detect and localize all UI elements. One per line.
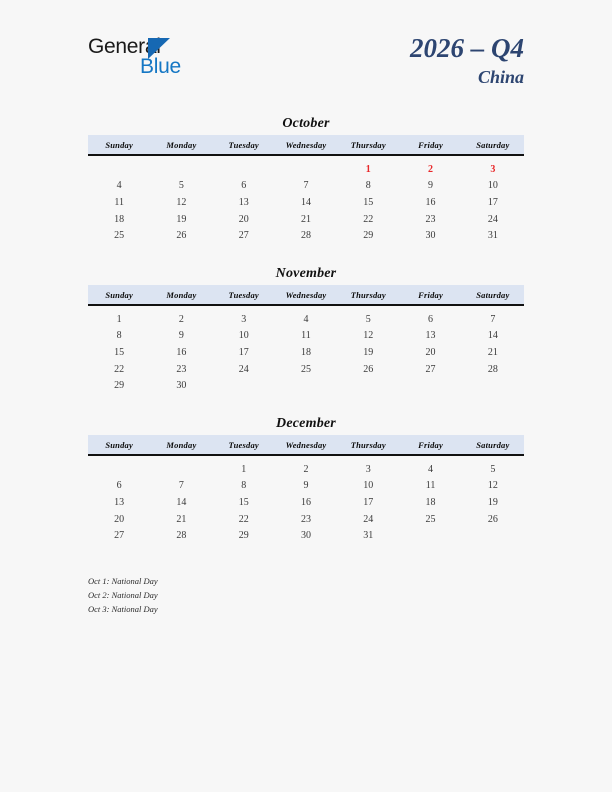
weekday-header-tuesday: Tuesday bbox=[213, 285, 275, 305]
month-section-november bbox=[88, 263, 524, 394]
day-cell[interactable]: 11 bbox=[425, 480, 436, 492]
day-cell[interactable]: 24 bbox=[487, 213, 498, 225]
day-cell-empty bbox=[462, 377, 524, 394]
day-cell[interactable]: 30 bbox=[176, 380, 187, 392]
month-title-december: December bbox=[276, 416, 336, 431]
week-row bbox=[88, 494, 524, 511]
month-title-november: November bbox=[275, 266, 337, 281]
day-cell[interactable]: 21 bbox=[300, 213, 311, 225]
day-cell[interactable]: 5 bbox=[365, 313, 371, 325]
day-cell[interactable]: 31 bbox=[487, 230, 498, 242]
day-cell[interactable]: 27 bbox=[114, 530, 125, 542]
day-cell[interactable]: 29 bbox=[363, 230, 374, 242]
day-cell[interactable]: 15 bbox=[238, 496, 249, 508]
brand-logo-general-text: General bbox=[88, 35, 161, 58]
day-cell[interactable]: 6 bbox=[241, 180, 247, 192]
weekday-header-tuesday: Tuesday bbox=[213, 135, 275, 155]
day-cell[interactable]: 14 bbox=[176, 496, 187, 508]
day-cell[interactable]: 25 bbox=[114, 230, 125, 242]
day-cell[interactable]: 6 bbox=[116, 480, 122, 492]
day-cell[interactable]: 6 bbox=[428, 313, 434, 325]
day-cell-empty bbox=[275, 155, 337, 178]
day-cell[interactable]: 14 bbox=[300, 196, 311, 208]
day-cell[interactable]: 1 bbox=[116, 313, 122, 325]
week-row bbox=[88, 211, 524, 228]
day-cell[interactable]: 4 bbox=[428, 463, 434, 475]
day-cell[interactable]: 11 bbox=[114, 196, 124, 208]
day-cell[interactable]: 7 bbox=[178, 480, 184, 492]
day-cell[interactable]: 29 bbox=[114, 380, 125, 392]
day-cell[interactable]: 18 bbox=[300, 346, 311, 358]
day-cell[interactable]: 30 bbox=[425, 230, 436, 242]
day-cell[interactable]: 12 bbox=[363, 330, 374, 342]
day-cell[interactable]: 22 bbox=[114, 363, 125, 375]
title-block bbox=[410, 34, 524, 88]
day-cell[interactable]: 30 bbox=[300, 530, 311, 542]
day-cell[interactable]: 28 bbox=[487, 363, 498, 375]
week-row bbox=[88, 227, 524, 244]
week-row bbox=[88, 328, 524, 345]
weekday-header-monday: Monday bbox=[150, 435, 212, 455]
day-cell[interactable]: 16 bbox=[176, 346, 187, 358]
day-cell[interactable]: 13 bbox=[238, 196, 249, 208]
day-cell[interactable]: 12 bbox=[176, 196, 187, 208]
day-cell[interactable]: 16 bbox=[425, 196, 436, 208]
page-header bbox=[0, 0, 612, 110]
day-cell[interactable]: 21 bbox=[487, 346, 498, 358]
week-row bbox=[88, 194, 524, 211]
day-cell[interactable]: 15 bbox=[114, 346, 125, 358]
weekday-header-monday: Monday bbox=[150, 285, 212, 305]
week-row bbox=[88, 344, 524, 361]
day-cell[interactable]: 2 bbox=[303, 463, 309, 475]
day-cell[interactable]: 26 bbox=[487, 513, 498, 525]
day-cell-holiday[interactable]: 1 bbox=[365, 163, 371, 175]
week-row bbox=[88, 511, 524, 528]
day-cell[interactable]: 2 bbox=[178, 313, 184, 325]
day-cell[interactable]: 22 bbox=[238, 513, 249, 525]
week-row bbox=[88, 478, 524, 495]
calendar-table-october bbox=[88, 135, 524, 244]
day-cell[interactable]: 8 bbox=[116, 330, 122, 342]
day-cell[interactable]: 7 bbox=[490, 313, 496, 325]
day-cell-empty bbox=[275, 377, 337, 394]
day-cell[interactable]: 31 bbox=[363, 530, 374, 542]
day-cell[interactable]: 23 bbox=[176, 363, 187, 375]
day-cell-empty bbox=[150, 455, 212, 478]
calendar-table-december bbox=[88, 435, 524, 544]
day-cell[interactable]: 4 bbox=[116, 180, 122, 192]
week-row bbox=[88, 155, 524, 178]
day-cell[interactable]: 13 bbox=[425, 330, 436, 342]
day-cell[interactable]: 28 bbox=[176, 530, 187, 542]
day-cell[interactable]: 18 bbox=[114, 213, 125, 225]
day-cell[interactable]: 10 bbox=[363, 480, 374, 492]
weekday-header-row bbox=[88, 135, 524, 155]
month-title-october: October bbox=[282, 116, 330, 131]
weekday-header-sunday: Sunday bbox=[88, 135, 150, 155]
day-cell[interactable]: 29 bbox=[238, 530, 249, 542]
week-row bbox=[88, 361, 524, 378]
calendar-table-november bbox=[88, 285, 524, 394]
holiday-notes bbox=[88, 574, 388, 616]
day-cell[interactable]: 16 bbox=[300, 496, 311, 508]
weekday-header-thursday: Thursday bbox=[337, 435, 399, 455]
weekday-header-saturday: Saturday bbox=[462, 285, 524, 305]
weekday-header-tuesday: Tuesday bbox=[213, 435, 275, 455]
weekday-header-thursday: Thursday bbox=[337, 135, 399, 155]
day-cell[interactable]: 13 bbox=[114, 496, 125, 508]
day-cell[interactable]: 26 bbox=[176, 230, 187, 242]
brand-logo-blue-text: Blue bbox=[140, 55, 181, 78]
day-cell[interactable]: 14 bbox=[487, 330, 498, 342]
day-cell[interactable]: 25 bbox=[425, 513, 436, 525]
day-cell[interactable]: 19 bbox=[487, 496, 498, 508]
day-cell-empty bbox=[337, 377, 399, 394]
day-cell-empty bbox=[462, 527, 524, 544]
day-cell[interactable]: 19 bbox=[363, 346, 374, 358]
day-cell[interactable]: 17 bbox=[238, 346, 249, 358]
holiday-note-item: Oct 1: National Day bbox=[88, 576, 158, 586]
day-cell-empty bbox=[88, 455, 150, 478]
weekday-header-wednesday: Wednesday bbox=[275, 285, 337, 305]
day-cell[interactable]: 27 bbox=[425, 363, 436, 375]
day-cell[interactable]: 23 bbox=[425, 213, 436, 225]
day-cell[interactable]: 10 bbox=[238, 330, 249, 342]
day-cell[interactable]: 21 bbox=[176, 513, 187, 525]
day-cell[interactable]: 26 bbox=[363, 363, 374, 375]
day-cell[interactable]: 5 bbox=[490, 463, 496, 475]
weekday-header-friday: Friday bbox=[399, 285, 461, 305]
weekday-header-saturday: Saturday bbox=[462, 435, 524, 455]
weekday-header-row bbox=[88, 435, 524, 455]
day-cell[interactable]: 8 bbox=[241, 480, 247, 492]
weekday-header-sunday: Sunday bbox=[88, 435, 150, 455]
day-cell[interactable]: 22 bbox=[363, 213, 374, 225]
day-cell[interactable]: 12 bbox=[487, 480, 498, 492]
day-cell[interactable]: 20 bbox=[425, 346, 436, 358]
day-cell[interactable]: 20 bbox=[238, 213, 249, 225]
weekday-header-wednesday: Wednesday bbox=[275, 435, 337, 455]
day-cell-holiday[interactable]: 3 bbox=[490, 163, 496, 175]
day-cell[interactable]: 18 bbox=[425, 496, 436, 508]
day-cell[interactable]: 27 bbox=[238, 230, 249, 242]
country-label: China bbox=[477, 66, 524, 87]
holiday-note-item: Oct 2: National Day bbox=[88, 590, 158, 600]
day-cell[interactable]: 28 bbox=[300, 230, 311, 242]
day-cell[interactable]: 4 bbox=[303, 313, 309, 325]
day-cell-holiday[interactable]: 2 bbox=[428, 163, 434, 175]
day-cell[interactable]: 25 bbox=[300, 363, 311, 375]
week-row bbox=[88, 377, 524, 394]
page-title: 2026 – Q4 bbox=[410, 33, 524, 63]
day-cell-empty bbox=[399, 527, 461, 544]
day-cell[interactable]: 1 bbox=[241, 463, 247, 475]
weekday-header-monday: Monday bbox=[150, 135, 212, 155]
day-cell[interactable]: 9 bbox=[428, 180, 434, 192]
day-cell-empty bbox=[88, 155, 150, 178]
weekday-header-saturday: Saturday bbox=[462, 135, 524, 155]
day-cell[interactable]: 11 bbox=[301, 330, 311, 342]
day-cell-empty bbox=[399, 377, 461, 394]
weekday-header-friday: Friday bbox=[399, 435, 461, 455]
brand-logo[interactable] bbox=[88, 36, 248, 82]
week-row bbox=[88, 178, 524, 195]
week-row bbox=[88, 455, 524, 478]
weekday-header-friday: Friday bbox=[399, 135, 461, 155]
day-cell[interactable]: 24 bbox=[363, 513, 374, 525]
holiday-note-item: Oct 3: National Day bbox=[88, 604, 158, 614]
week-row bbox=[88, 305, 524, 328]
weekday-header-sunday: Sunday bbox=[88, 285, 150, 305]
day-cell-empty bbox=[213, 155, 275, 178]
day-cell[interactable]: 5 bbox=[178, 180, 184, 192]
day-cell[interactable]: 20 bbox=[114, 513, 125, 525]
weekday-header-thursday: Thursday bbox=[337, 285, 399, 305]
weekday-header-wednesday: Wednesday bbox=[275, 135, 337, 155]
day-cell-empty bbox=[213, 377, 275, 394]
day-cell[interactable]: 10 bbox=[487, 180, 498, 192]
day-cell[interactable]: 9 bbox=[303, 480, 309, 492]
day-cell[interactable]: 17 bbox=[487, 196, 498, 208]
day-cell[interactable]: 17 bbox=[363, 496, 374, 508]
month-section-october bbox=[88, 113, 524, 244]
day-cell[interactable]: 3 bbox=[241, 313, 247, 325]
day-cell[interactable]: 9 bbox=[178, 330, 184, 342]
day-cell[interactable]: 8 bbox=[365, 180, 371, 192]
day-cell-empty bbox=[150, 155, 212, 178]
week-row bbox=[88, 527, 524, 544]
day-cell[interactable]: 7 bbox=[303, 180, 309, 192]
month-section-december bbox=[88, 413, 524, 544]
day-cell[interactable]: 23 bbox=[300, 513, 311, 525]
day-cell[interactable]: 3 bbox=[365, 463, 371, 475]
day-cell[interactable]: 19 bbox=[176, 213, 187, 225]
day-cell[interactable]: 24 bbox=[238, 363, 249, 375]
weekday-header-row bbox=[88, 285, 524, 305]
day-cell[interactable]: 15 bbox=[363, 196, 374, 208]
